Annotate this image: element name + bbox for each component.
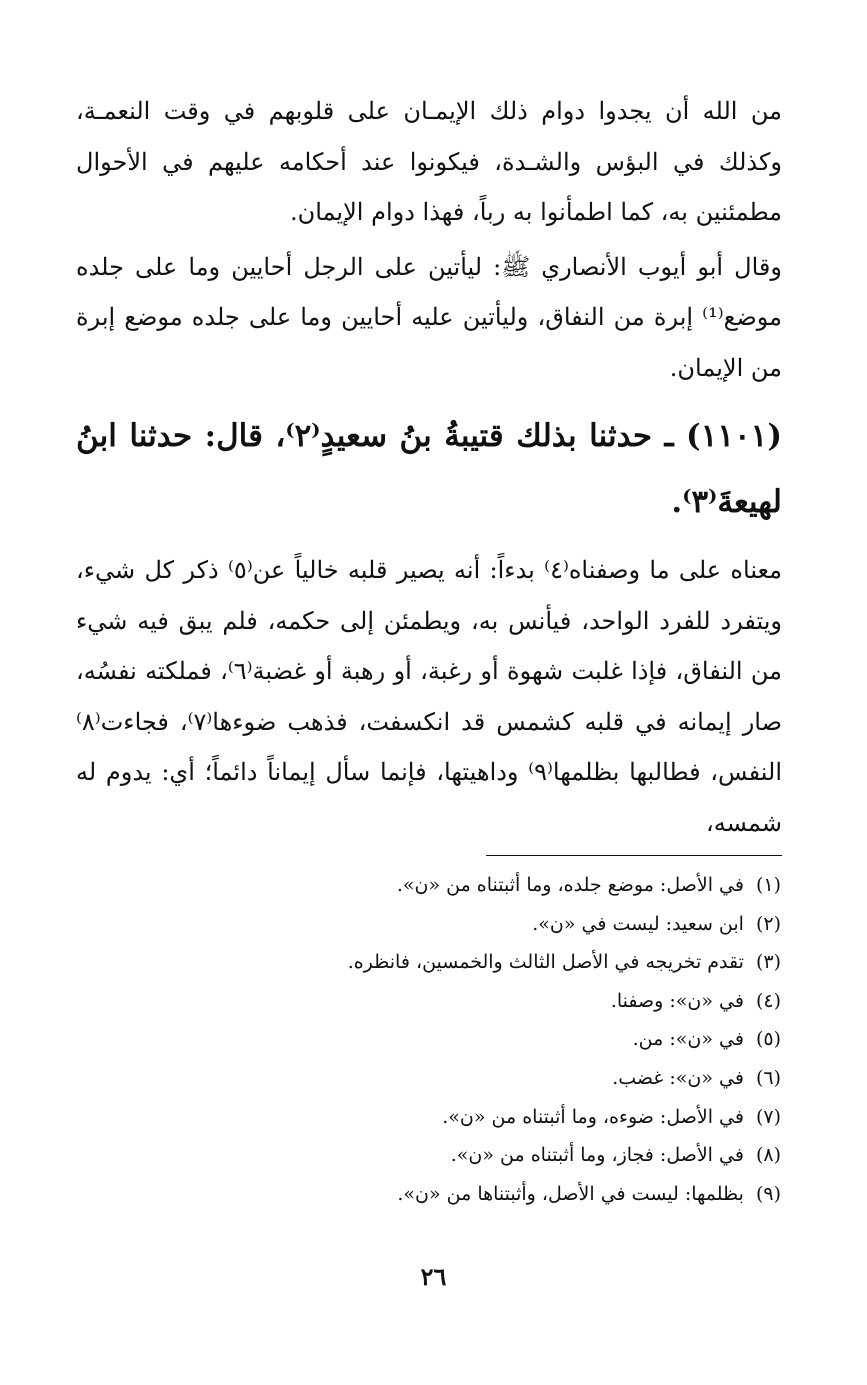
page-number: ٢٦ [420, 1262, 447, 1291]
footnote-number: (٣) [755, 951, 781, 974]
footnote-text: في «ن»: غضب. [612, 1066, 744, 1089]
footnote-number: (٤) [755, 989, 781, 1012]
footnote-text: تقدم تخريجه في الأصل الثالث والخمسين، فانظره. [347, 951, 744, 974]
footnote [81, 1175, 781, 1214]
footnote-text: في الأصل: فجاز، وما أثبتناه من «ن». [450, 1144, 744, 1167]
footnote-text: في «ن»: وصفنا. [610, 989, 744, 1012]
footnote [81, 905, 781, 944]
footnote-separator [486, 855, 782, 856]
footnote [81, 1098, 781, 1137]
footnote-number: (٦) [755, 1066, 781, 1089]
footnote-text: في «ن»: من. [632, 1028, 744, 1051]
footnote-text: بظلمها: ليست في الأصل، وأثبتناها من «ن». [397, 1182, 744, 1205]
footnote [81, 1059, 781, 1098]
footnotes-list [81, 866, 781, 1213]
page-body [76, 86, 782, 848]
body-paragraph-3: معناه على ما وصفناه⁽٤⁾ بدءاً: أنه يصير قلبه خالياً عن⁽٥⁾ ذكر كل شيء، ويتفرد للفرد الواحد، فيأنس به، ويطمئن إلى حكمه، فلم يبق فيه شيء من النفاق، فإذا غلبت شهوة أو رغبة، أو رهبة أو غضبة⁽٦⁾، فملكته نفسُه، صار إيمانه في قلبه كشمس قد انكسفت، فذهب ضوءها⁽٧⁾، فجاءت⁽٨⁾ النفس، فطالبها بظلمها⁽٩⁾ وداهيتها، فإنما سأل إيماناً دائماً؛ أي: يدوم له شمسه، [76, 556, 783, 837]
body-paragraph-2: وقال أبو أيوب الأنصاري ﷺ: ليأتين على الرجل أحايين وما على جلده موضع⁽¹⁾ إبرة من النفاق، وليأتين عليه أحايين وما على جلده موضع إبرة من الإيمان. [76, 252, 782, 382]
footnote [81, 866, 781, 905]
footnote [81, 1020, 781, 1059]
footnote-number: (٥) [755, 1028, 781, 1051]
footnote [81, 1136, 781, 1175]
footnote [81, 982, 781, 1021]
body-paragraph-1: من الله أن يجدوا دوام ذلك الإيمـان على قلوبهم في وقت النعمـة، وكذلك في البؤس والشـدة، فيكونوا عند أحكامه عليهم في الأحوال مطمئنين به، كما اطمأنوا به رباً، فهذا دوام الإيمان. [76, 97, 782, 226]
hadith-heading: (١١٠١) ـ حدثنا بذلك قتيبةُ بنُ سعيدٍ⁽٢⁾، قال: حدثنا ابنُ لهيعةَ⁽٣⁾. [76, 418, 782, 520]
footnote-number: (٨) [755, 1144, 781, 1167]
footnote-number: (١) [755, 874, 781, 896]
footnote-number: (٢) [755, 912, 781, 935]
footnote-text: ابن سعيد: ليست في «ن». [532, 912, 744, 935]
footnote-text: في الأصل: موضع جلده، وما أثبتناه من «ن». [396, 874, 744, 896]
footnote-number: (٧) [755, 1105, 781, 1128]
footnote-text: في الأصل: ضوءه، وما أثبتناه من «ن». [442, 1105, 744, 1128]
footnote [81, 943, 781, 982]
footnote-number: (٩) [755, 1182, 781, 1205]
